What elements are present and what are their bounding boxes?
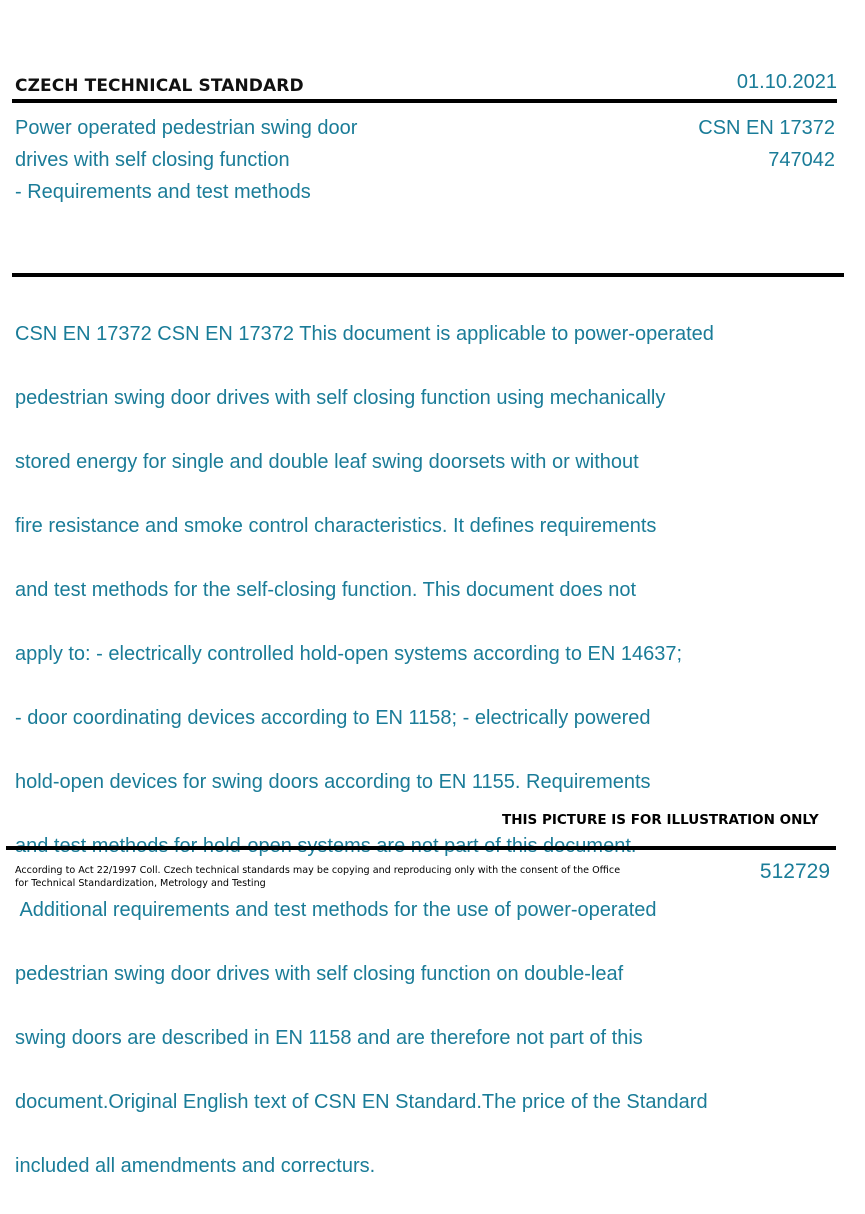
abstract-line: fire resistance and smoke control characteristics. It defines requirements [15, 515, 657, 537]
abstract-line: CSN EN 17372 CSN EN 17372 This document is applicable to power-operated [15, 323, 714, 345]
abstract-line: Additional requirements and test methods for the use of power-operated [15, 899, 657, 921]
abstract-line: pedestrian swing door drives with self closing function on double-leaf [15, 963, 624, 985]
header-divider [12, 99, 837, 103]
legal-line: According to Act 22/1997 Coll. Czech technical standards may be copying and reproducing only with the consent of the Office [15, 865, 621, 876]
abstract-text [15, 286, 805, 1214]
title-line-2: drives with self closing function [15, 149, 290, 171]
abstract-line: pedestrian swing door drives with self closing function using mechanically [15, 387, 666, 409]
title-line-3: - Requirements and test methods [15, 181, 311, 203]
abstract-line: included all amendments and correcturs. [15, 1155, 376, 1177]
abstract-line: - door coordinating devices according to EN 1158; - electrically powered [15, 707, 651, 729]
catalog-number: 512729 [759, 860, 830, 883]
abstract-line: stored energy for single and double leaf swing doorsets with or without [15, 451, 639, 473]
footer-divider [6, 846, 836, 850]
abstract-line: hold-open devices for swing doors according to EN 1155. Requirements [15, 771, 651, 793]
title-line-1: Power operated pedestrian swing door [15, 117, 358, 139]
illustration-note: THIS PICTURE IS FOR ILLUSTRATION ONLY [502, 812, 819, 828]
class-number: 747042 [768, 149, 835, 171]
abstract-line: document.Original English text of CSN EN Standard.The price of the Standard [15, 1091, 708, 1113]
abstract-line: swing doors are described in EN 1158 and are therefore not part of this [15, 1027, 643, 1049]
standard-code: CSN EN 17372 [698, 117, 835, 139]
legal-line: for Technical Standardization, Metrology and Testing [15, 878, 266, 889]
abstract-line: apply to: - electrically controlled hold-open systems according to EN 14637; [15, 643, 683, 665]
document-type-label: CZECH TECHNICAL STANDARD [15, 76, 304, 96]
title-divider [12, 273, 844, 277]
publication-date: 01.10.2021 [736, 71, 837, 93]
abstract-line: and test methods for the self-closing function. This document does not [15, 579, 637, 601]
legal-notice [15, 864, 620, 890]
